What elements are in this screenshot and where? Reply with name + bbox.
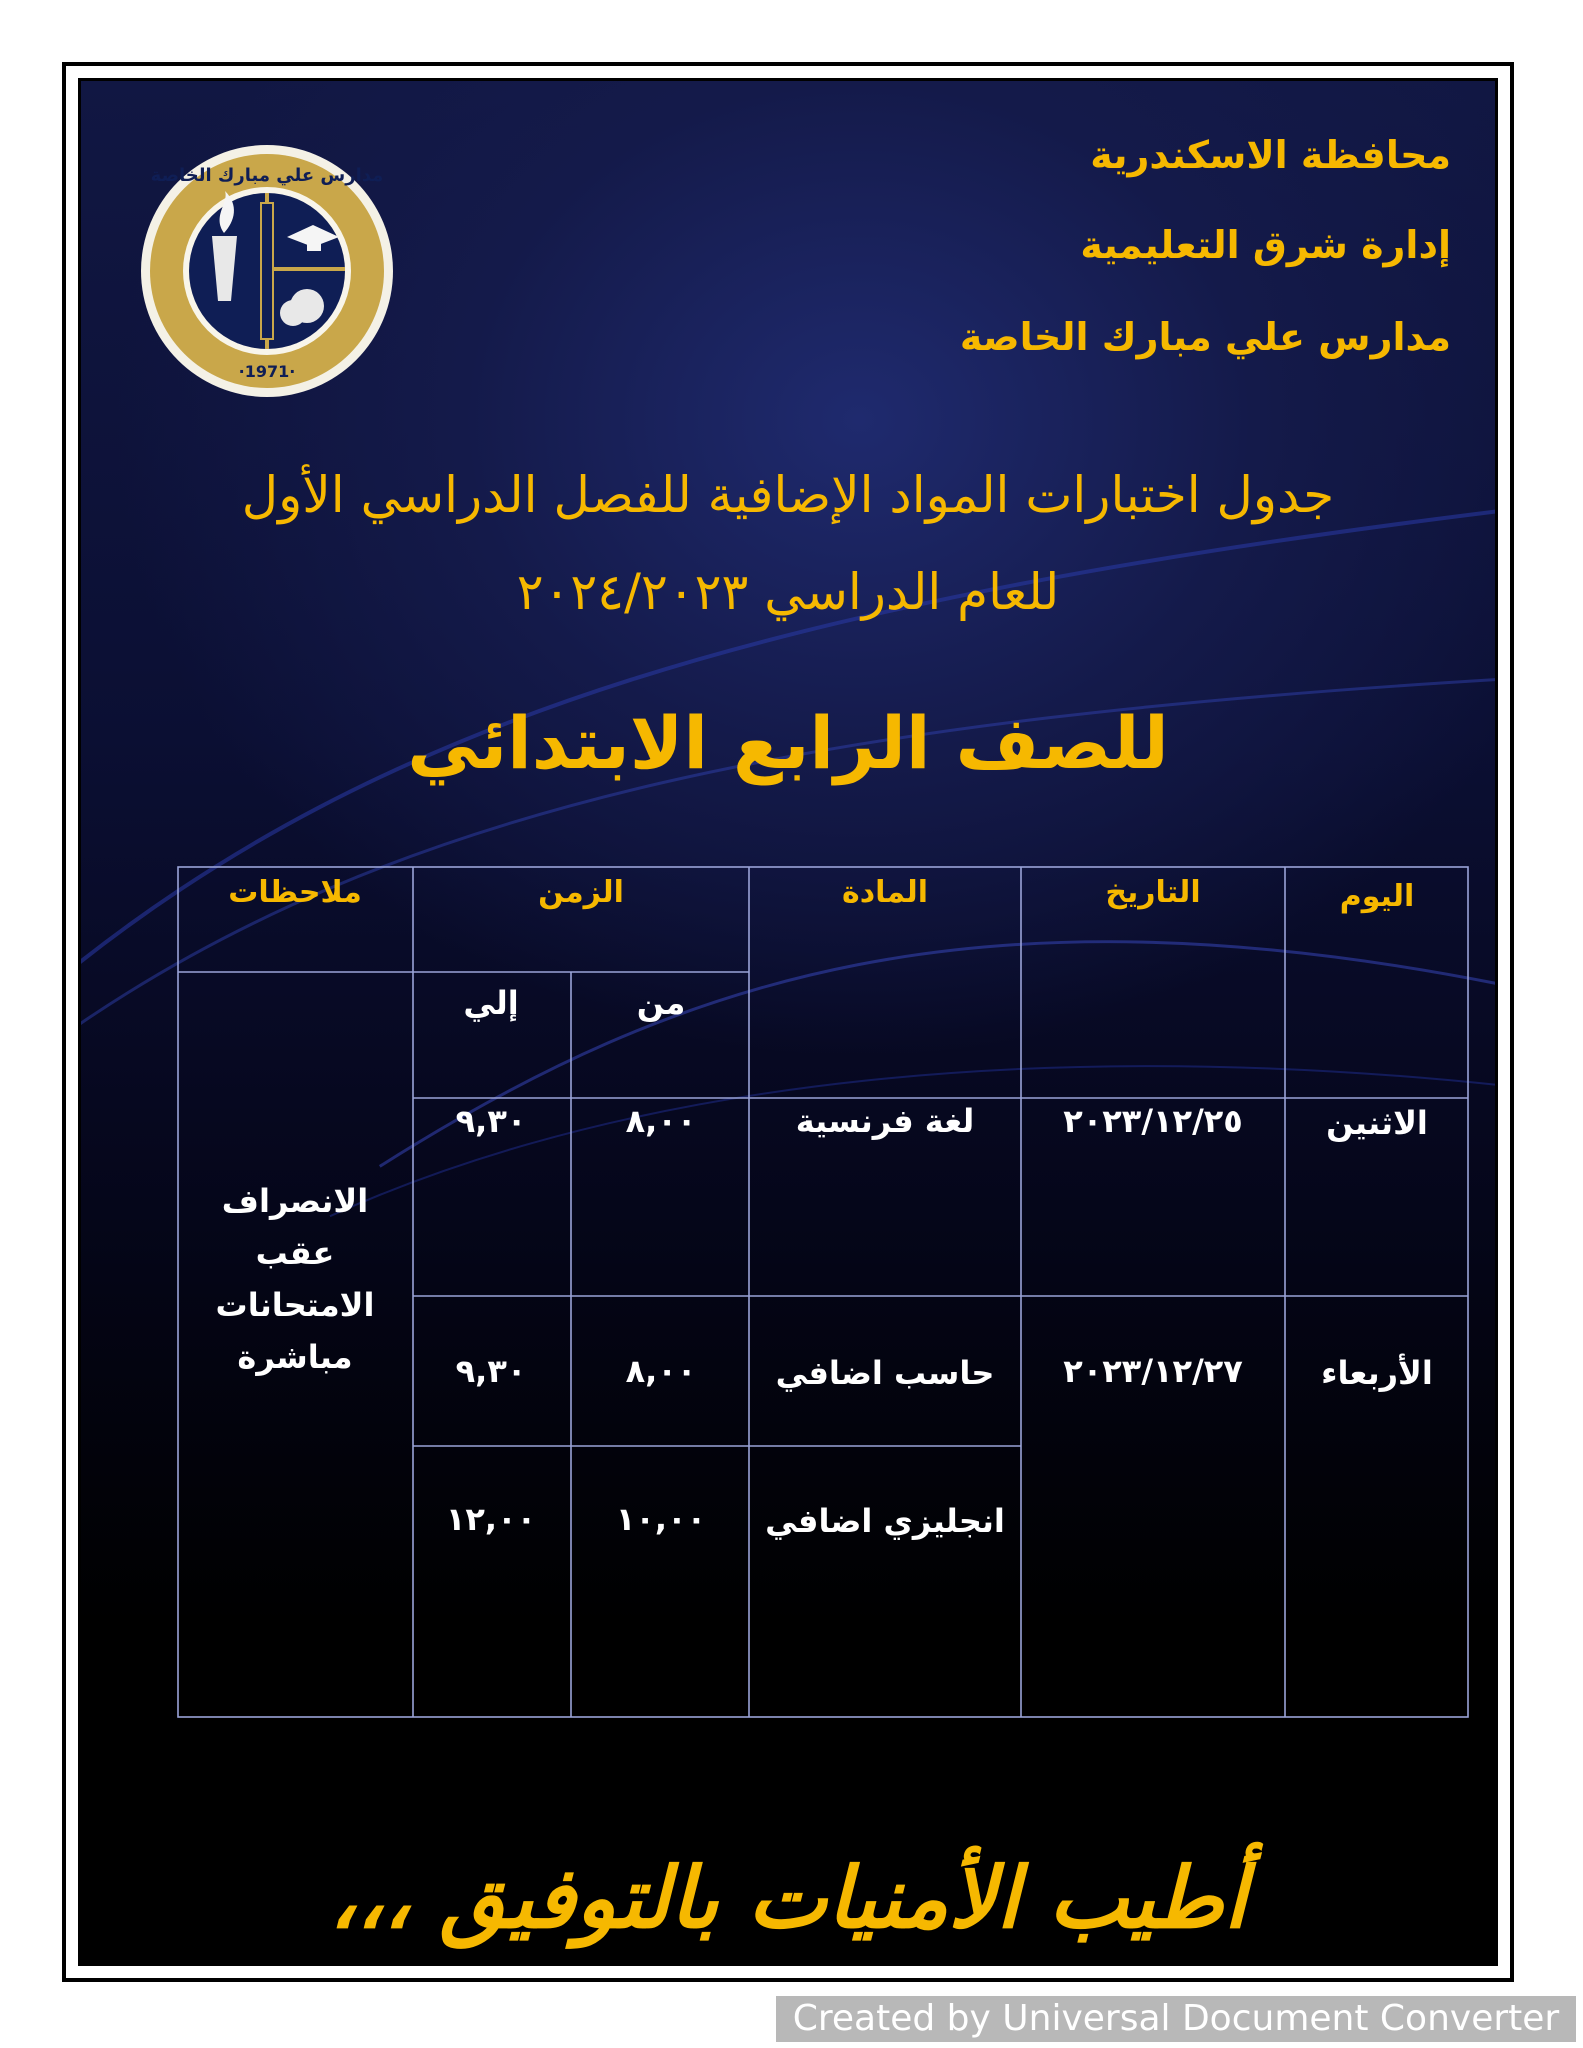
header-notes: ملاحظات xyxy=(228,875,362,910)
row1-from: ٨,٠٠ xyxy=(625,1102,697,1140)
row2-date: ٢٠٢٣/١٢/٢٧ xyxy=(1063,1352,1243,1390)
row3-subject: انجليزي اضافي xyxy=(765,1502,1005,1540)
logo-year: ·1971· xyxy=(238,362,296,381)
row1-day: الاثنين xyxy=(1326,1104,1428,1142)
exam-schedule-table xyxy=(177,866,1469,1718)
row2-subject: حاسب اضافي xyxy=(775,1354,995,1392)
header-from: من xyxy=(636,984,686,1022)
header-day: اليوم xyxy=(1339,879,1415,914)
header-to: إلي xyxy=(463,984,519,1022)
page-frame-inner xyxy=(78,78,1498,1966)
converter-watermark: Created by Universal Document Converter xyxy=(776,1996,1576,2042)
schedule-title: جدول اختبارات المواد الإضافية للفصل الدراسي الأول xyxy=(241,466,1335,524)
school-heading: مدارس علي مبارك الخاصة xyxy=(959,315,1451,359)
grade-title: للصف الرابع الابتدائي xyxy=(407,701,1169,785)
row3-from: ١٠,٠٠ xyxy=(615,1500,707,1538)
governorate-heading: محافظة الاسكندرية xyxy=(1090,133,1451,177)
notes-line-3: الامتحانات xyxy=(215,1286,375,1324)
header-date: التاريخ xyxy=(1105,875,1201,910)
closing-wishes: أطيب الأمنيات بالتوفيق ،،، xyxy=(329,1849,1247,1947)
row2-to: ٩,٣٠ xyxy=(455,1352,527,1390)
row2-day: الأربعاء xyxy=(1321,1354,1433,1392)
row1-to: ٩,٣٠ xyxy=(455,1102,527,1140)
administration-heading: إدارة شرق التعليمية xyxy=(1080,223,1451,267)
row2-from: ٨,٠٠ xyxy=(625,1352,697,1390)
row3-to: ١٢,٠٠ xyxy=(445,1500,537,1538)
page-frame-outer xyxy=(62,62,1514,1982)
school-logo xyxy=(137,141,397,401)
notes-line-2: عقب xyxy=(255,1234,335,1272)
academic-year: للعام الدراسي ٢٠٢٤/٢٠٢٣ xyxy=(516,563,1060,621)
notes-line-1: الانصراف xyxy=(221,1182,369,1220)
row1-subject: لغة فرنسية xyxy=(795,1102,975,1140)
logo-ring-text: مدارس علي مبارك الخاصة xyxy=(150,165,384,186)
header-subject: المادة xyxy=(841,875,929,910)
header-time: الزمن xyxy=(538,875,624,910)
row1-date: ٢٠٢٣/١٢/٢٥ xyxy=(1063,1102,1243,1140)
notes-line-4: مباشرة xyxy=(237,1338,353,1376)
